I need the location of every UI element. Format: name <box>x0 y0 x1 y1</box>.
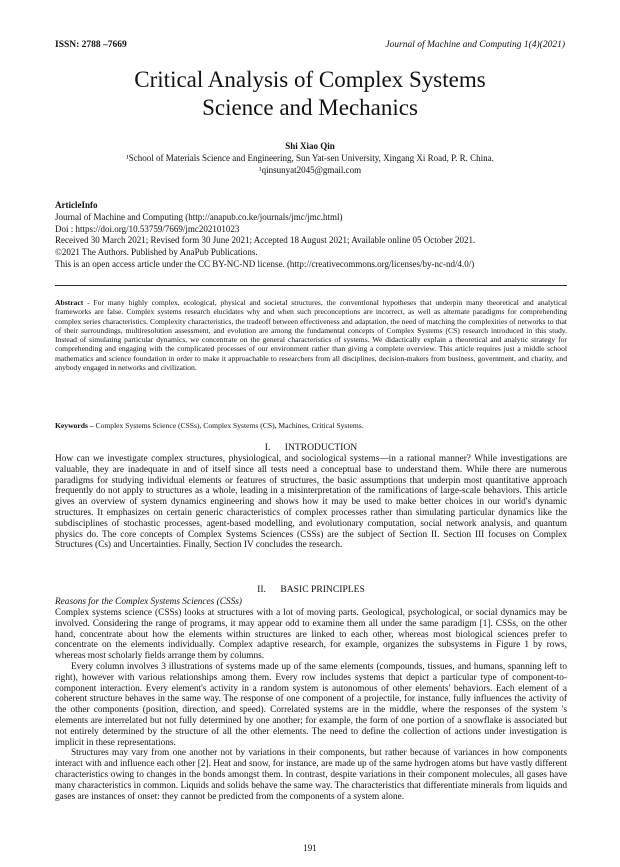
title-line-2: Science and Mechanics <box>202 95 418 120</box>
article-info <box>55 200 567 271</box>
abstract-label: Abstract <box>55 298 84 307</box>
paragraph: Structures may vary from one another not by variations in their components, but rather because of variances in how components interact with and influence each other [2]. Heat and snow, for instance, are made up of the same hydrogen atoms but have vastly different characteristics owing to changes in the bonds amongst them. In contrast, despite variations in their component molecules, all gases have many characteristics in common. Liquids and solids behave the same way. The characteristics that differentiate minerals from liquids and gases are instances of onset: they cannot be predicted from the components of a system alone. <box>55 748 567 802</box>
section-heading-introduction: I. INTRODUCTION <box>264 442 358 453</box>
subsection-heading: Reasons for the Complex Systems Sciences (CSSs) <box>55 597 242 607</box>
article-info-label: ArticleInfo <box>55 200 98 210</box>
abstract-text: - For many highly complex, ecological, physical and societal structures, the conventional hypotheses that underpin many theoretical and analytical frameworks are false. Complex systems research elucidates why and when such preconceptions are incorrect, as well as alternate paradigms for comprehending complex series characteristics. Complexity characteristics, the tradeoff between effectiveness and adaptation, the need of matching the complexities of networks to that of their surroundings, multiresolution assessment, and evolution are among the fundamental concepts of Complex Systems (CS) research introduced in this study. Instead of simulating particular dynamics, we concentrate on the general characteristics of systems. We didactically explain a theoretical and analytic strategy for comprehending and engaging with the complicated processes of our environment rather than giving a complete overview. This article requires just a middle school mathematics and science foundation in order to make it approachable to researchers from all disciplines, decision-makers from business, government, and charity, and anybody engaged in networks and civilization. <box>55 298 567 373</box>
copyright: ©2021 The Authors. Published by AnaPub Publications. <box>55 247 258 258</box>
article-dates: Received 30 March 2021; Revised form 30 June 2021; Accepted 18 August 2021; Available online 05 October 2021. <box>55 235 476 246</box>
doi-link[interactable]: Doi : https://doi.org/10.53759/7669/jmc202101023 <box>55 223 240 234</box>
license[interactable]: This is an open access article under the CC BY-NC-ND license. (http://creativecommons.org/licenses/by-nc-nd/4.0/) <box>55 258 475 269</box>
running-header <box>55 40 565 52</box>
journal-citation: Journal of Machine and Computing 1(4)(2021) <box>385 40 565 50</box>
keywords <box>55 421 567 430</box>
introduction-body <box>55 454 567 551</box>
paragraph: How can we investigate complex structures, physiological, and sociological systems—in a rational manner? While investigations are valuable, they are inadequate in and of itself since all tests need a conceptual base to understand them. While there are numerous paradigms for studying individual elements or features of structures, the basic assumptions that underpin most quantitative approach frequently do not apply to structures as a whole, leading in a misinterpretation of the ramifications of large-scale behaviors. This article gives an overview of system dynamics engineering and shows how it may be used to make better choices in our world's dynamic structures. It emphasizes on certain generic characteristics of complex processes rather than simulating particular dynamics like the subdisciplines of stochastic processes, agent-based modelling, and evolutionary computation, social network analysis, and quantum physics do. The core concepts of Complex Systems Sciences (CSSs) are the subject of Section II. Section III focuses on Complex Structures (Cs) and Uncertainties. Finally, Section IV concludes the research. <box>55 454 567 551</box>
journal-link[interactable]: Journal of Machine and Computing (http://anapub.co.ke/journals/jmc/jmc.html) <box>55 211 343 222</box>
paragraph: Every column involves 3 illustrations of systems made up of the same elements (compounds, tissues, and humans, spanning left to right), however with various relationships among them. Every row includes systems that depict a particular type of component-to-component interaction. Every element's activity in a random system is autonomous of other elements' behaviors. Each element of a coherent structure behaves in the same way. The response of one component of a projectile, for instance, fully influences the activity of the other components (position, direction, and speed). Correlated systems are in the middle, where the responses of the system 's elements are interrelated but not fully determined by one another; for example, the form of one portion of a snowflake is associated but not entirely determined by the structure of all the other elements. The need to define the collection of actions under investigation is implicit in these representations. <box>55 661 567 748</box>
page-number: 191 <box>303 843 317 853</box>
author-name: Shi Xiao Qin <box>285 141 335 151</box>
affiliation: ¹School of Materials Science and Engineering, Sun Yat-sen University, Xingang Xi Road, P. R. China. <box>126 153 494 163</box>
author-email: ¹qinsunyat2045@gmail.com <box>258 165 362 175</box>
keywords-text: Complex Systems Science (CSSs), Complex Systems (CS), Machines, Critical Systems. <box>93 421 364 430</box>
divider <box>55 285 567 286</box>
keywords-label: Keywords – <box>55 421 94 430</box>
title-line-1: Critical Analysis of Complex Systems <box>134 67 486 92</box>
issn: ISSN: 2788 –7669 <box>55 40 127 50</box>
abstract <box>55 298 567 372</box>
paragraph: Complex systems science (CSSs) looks at structures with a lot of moving parts. Geological, psychological, or social dynamics may be involved. Considering the range of programs, it may appear odd to examine them all under the same paradigm [1]. CSSs, on the other hand, concentrate about how the elements within structures are linked to each other, whereas most biological sciences prefer to concentrate on the elements individually. Complex adaptive research, for example, organizes the subsystems in Figure 1 by rows, whereas most scholarly fields arrange them by columns. <box>55 608 567 662</box>
author-affiliation-block <box>0 152 620 176</box>
paper-title <box>0 66 620 122</box>
section-heading-basic-principles: II. BASIC PRINCIPLES <box>257 584 365 595</box>
basic-principles-body <box>55 608 567 802</box>
